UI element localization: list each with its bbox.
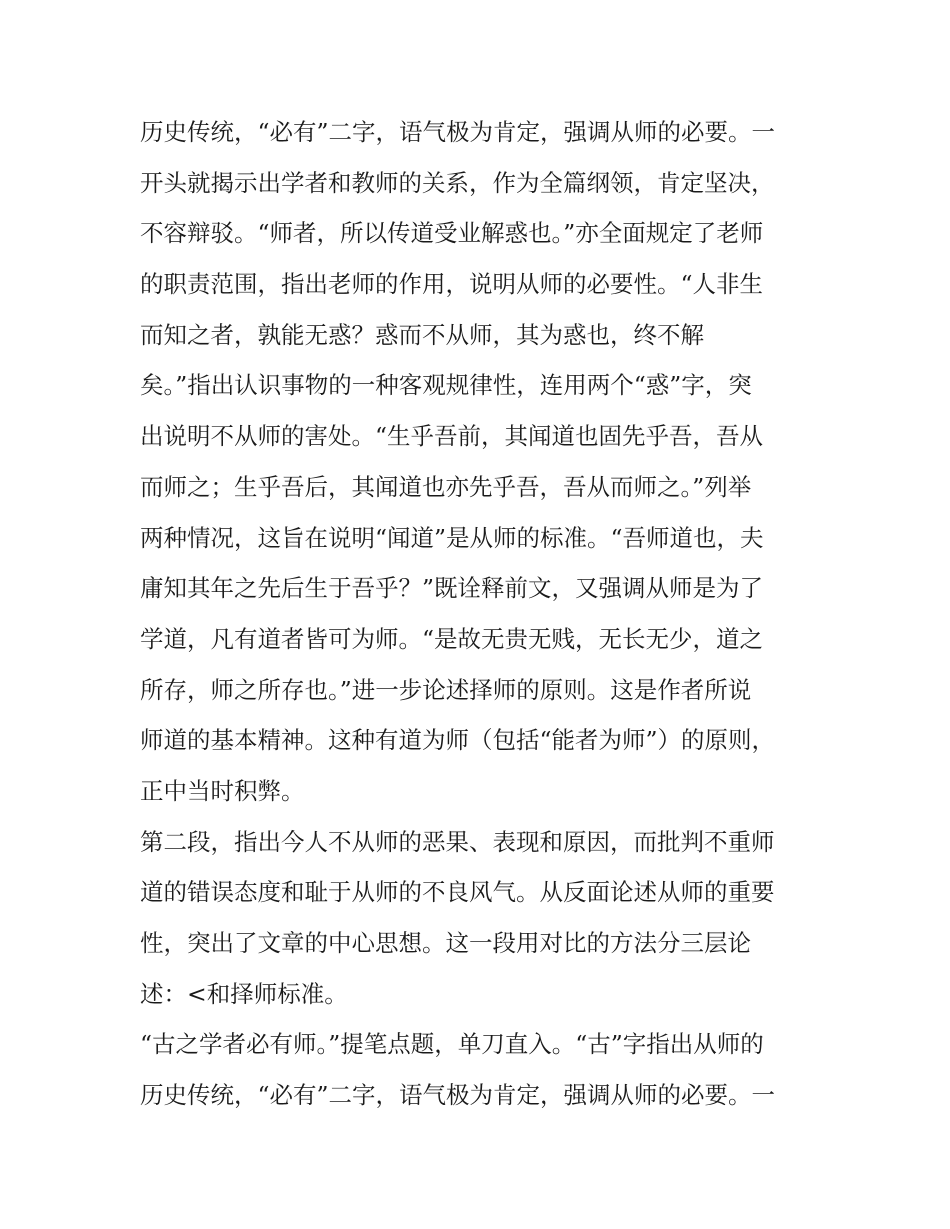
text-line: 所存，师之所存也。”进一步论述择师的原则。这是作者所说 [140, 675, 752, 704]
text-line: 出说明不从师的害处。“生乎吾前，其闻道也固先乎吾，吾从 [140, 422, 764, 451]
paragraph-1 [140, 107, 820, 817]
paragraph-3 [140, 1019, 820, 1120]
text-line: 而师之；生乎吾后，其闻道也亦先乎吾，吾从而师之。”列举 [140, 472, 752, 501]
body-text [140, 107, 820, 1121]
text-line: 两种情况，这旨在说明“闻道”是从师的标准。“吾师道也，夫 [140, 523, 764, 552]
text-line: 而知之者，孰能无惑？惑而不从师，其为惑也，终不解 [140, 320, 704, 349]
paragraph-2 [140, 817, 820, 1020]
text-line: “古之学者必有师。”提笔点题，单刀直入。“古”字指出从师的 [140, 1030, 764, 1059]
text-line: 历史传统，“必有”二字，语气极为肯定，强调从师的必要。一 [140, 1081, 776, 1110]
text-line: 庸知其年之先后生于吾乎？”既诠释前文，又强调从师是为了 [140, 574, 764, 603]
text-line: 不容辩驳。“师者，所以传道受业解惑也。”亦全面规定了老师 [140, 219, 764, 248]
text-line: 道的错误态度和耻于从师的不良风气。从反面论述从师的重要 [140, 878, 775, 907]
text-line: 正中当时积弊。 [140, 776, 305, 805]
text-line: 师道的基本精神。这种有道为师（包括“能者为师”）的原则， [140, 726, 776, 755]
text-line: 性，突出了文章的中心思想。这一段用对比的方法分三层论 [140, 929, 751, 957]
text-line: 的职责范围，指出老师的作用，说明从师的必要性。“人非生 [140, 270, 764, 299]
text-line: 第二段，指出今人不从师的恶果、表现和原因，而批判不重师 [140, 827, 775, 856]
text-line: 述：<和择师标准。 [140, 979, 348, 1008]
text-line: 历史传统，“必有”二字，语气极为肯定，强调从师的必要。一 [140, 118, 776, 146]
text-line: 开头就揭示出学者和教师的关系，作为全篇纲领，肯定坚决， [140, 168, 775, 197]
text-line: 学道，凡有道者皆可为师。“是故无贵无贱，无长无少，道之 [140, 624, 764, 653]
text-line: 矣。”指出认识事物的一种客观规律性，连用两个“惑”字，突 [140, 371, 752, 400]
